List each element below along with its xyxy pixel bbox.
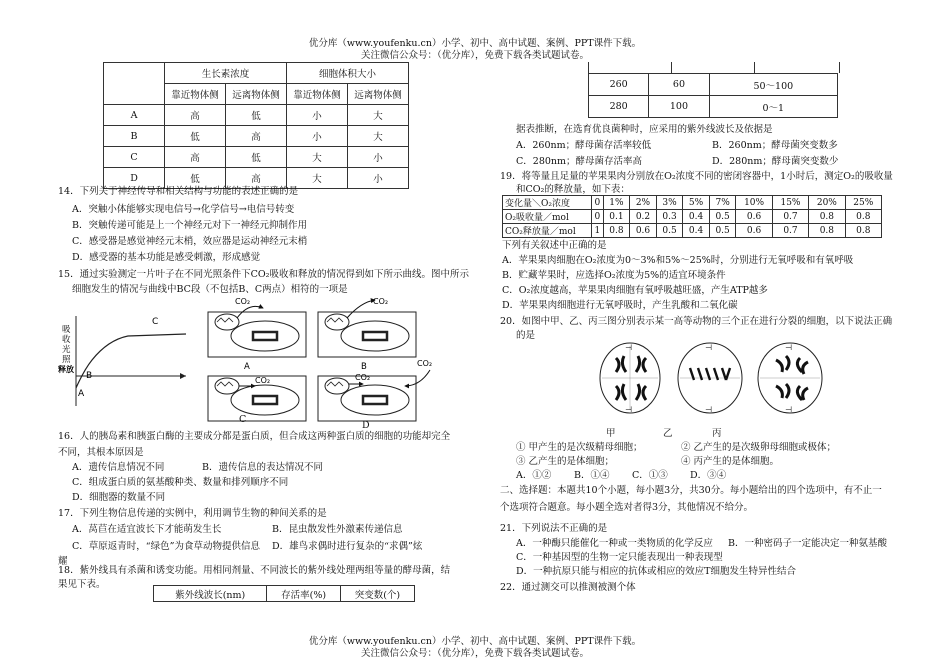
q13-corner-cell xyxy=(104,63,165,105)
q21-option-c: C．一种基因型的生物一定只能表现出一种表现型 xyxy=(516,552,723,563)
q19-cell: 0.8 xyxy=(809,210,845,224)
q20-stmt-1: ① 甲产生的是次级精母细胞； xyxy=(516,442,643,453)
q13-cell: 大 xyxy=(348,126,409,147)
q20-stmts-34 xyxy=(516,456,779,468)
q19-cell: 0.2 xyxy=(630,210,657,224)
q20-stmt-4: ④ 丙产生的是体细胞。 xyxy=(681,456,780,467)
svg-text:⊣: ⊣ xyxy=(705,343,712,352)
q18-cell: 100 xyxy=(649,96,709,118)
q13-sub-header: 远离物体侧 xyxy=(226,84,287,105)
q18-cell: 280 xyxy=(589,96,649,118)
q13-sub-header: 远离物体侧 xyxy=(348,84,409,105)
q19-cell: 0.6 xyxy=(736,224,772,238)
q20-option-c: C．①③ xyxy=(632,470,668,481)
q19-option-a: A．苹果果肉细胞在O₂浓度为0～3%和5%～25%时，分别进行无氧呼吸和有氧呼吸 xyxy=(502,255,854,266)
q14-option-d: D．感受器的基本功能是感受刺激，形成感觉 xyxy=(72,252,261,263)
q19-cell: 5% xyxy=(683,196,710,210)
cell-label-jia: 甲 xyxy=(606,428,616,439)
q19-stem-line-1: 19．将等量且足量的苹果果肉分别放在O₂浓度不同的密闭容器中，1小时后，测定O₂的吸收量 xyxy=(500,171,893,182)
graph-ylabel-char: 照 xyxy=(62,355,71,365)
table-row xyxy=(104,105,409,126)
q19-cell: 2% xyxy=(630,196,657,210)
q19-cell: 1% xyxy=(603,196,630,210)
q19-cell: 0.5 xyxy=(656,224,683,238)
q15-panel-b xyxy=(318,297,416,372)
q13-cell: 小 xyxy=(287,126,348,147)
q13-row-label: A xyxy=(104,105,165,126)
q13-table xyxy=(103,62,409,189)
q20-stmt-2: ② 乙产生的是次级卵母细胞或极体； xyxy=(681,442,837,453)
q19-cell: 3% xyxy=(656,196,683,210)
q19-row-label: CO₂释放量／mol xyxy=(503,224,592,238)
cell-label-bing: 丙 xyxy=(712,428,722,439)
table-row xyxy=(104,126,409,147)
section2-line-2: 个选项符合题意。每小题全选对者得3分，其他情况不给分。 xyxy=(500,502,754,513)
q13-cell: 低 xyxy=(226,105,287,126)
q15-stem-line-2: 细胞发生的情况与曲线中BC段（不包括B、C两点）相符的一项是 xyxy=(72,284,348,295)
q18-option-a: A．260nm；酵母菌存活率较低 xyxy=(516,140,652,151)
q13-row-label: D xyxy=(104,168,165,189)
q16-options-ab xyxy=(72,462,323,474)
section2-line-1: 二、选择题：本题共10个小题，每小题3分，共30分。每小题给出的四个选项中，有不止一 xyxy=(500,485,882,496)
q18-cell: 0～1 xyxy=(709,96,837,118)
footer-line-2: 关注微信公众号：（优分库），免费下载各类试题试卷。 xyxy=(360,648,589,659)
q19-cell: 0.4 xyxy=(683,210,710,224)
q19-cell: 0.1 xyxy=(603,210,630,224)
q15-light-curve-graph xyxy=(58,308,190,412)
table-row xyxy=(104,147,409,168)
graph-ylabel-char: 吸 xyxy=(62,325,71,335)
q19-row-label: O₂吸收量／mol xyxy=(503,210,592,224)
q20-options xyxy=(516,470,726,482)
q19-cell: 0.3 xyxy=(656,210,683,224)
svg-text:⊣: ⊣ xyxy=(625,405,632,414)
q20-option-b: B．①④ xyxy=(574,470,610,481)
q17-wrap: 耀 xyxy=(58,556,68,567)
q18-table-top-edge xyxy=(588,62,840,73)
q19-cell: 25% xyxy=(845,196,881,210)
q13-cell: 大 xyxy=(348,105,409,126)
q16-option-c: C．组成蛋白质的氨基酸种类、数量和排列顺序不同 xyxy=(72,477,289,488)
q18-table-header: 存活率(%) xyxy=(267,586,340,602)
q14-stem: 14．下列关于神经传导和相关结构与功能的表述正确的是 xyxy=(58,186,299,197)
q18-table-header: 紫外线波长(nm) xyxy=(154,586,267,602)
q19-option-b: B．贮藏苹果时，应选择O₂浓度为5%的适宜环境条件 xyxy=(502,270,726,281)
q19-cell: 0.4 xyxy=(683,224,710,238)
table-row xyxy=(503,196,882,210)
q19-cell: 0.7 xyxy=(772,210,808,224)
q21-option-b: B．一种密码子一定能决定一种氨基酸 xyxy=(728,538,887,549)
graph-ylabel-char: 释放 xyxy=(58,365,74,374)
q17-option-b: B．昆虫散发性外激素传递信息 xyxy=(272,524,403,535)
q13-cell: 高 xyxy=(165,147,226,168)
q18-cell: 260 xyxy=(589,74,649,96)
q19-table xyxy=(502,195,882,238)
q21-stem: 21．下列说法不正确的是 xyxy=(500,523,608,534)
q13-cell: 低 xyxy=(165,168,226,189)
panel-label-d: D xyxy=(362,420,370,431)
q18-table-divider xyxy=(754,62,755,73)
q18-option-b: B．260nm；酵母菌突变数多 xyxy=(712,140,838,151)
graph-ylabel-char: 光 xyxy=(62,345,71,355)
q14-option-a: A．突触小体能够实现电信号→化学信号→电信号转变 xyxy=(72,204,295,215)
q20-cell-division-figure xyxy=(590,340,840,420)
q19-cell: 0.5 xyxy=(709,210,736,224)
q19-stem-line-2: 和CO₂的释放量，如下表： xyxy=(516,184,630,195)
q18-table-continued xyxy=(588,73,838,118)
footer-line-1: 优分库（www.youfenku.cn）小学、初中、高中试题、案例、PPT课件下载。 xyxy=(308,636,642,647)
q13-cell: 高 xyxy=(165,105,226,126)
q19-cell: 20% xyxy=(809,196,845,210)
q15-stem-line-1: 15．通过实验测定一片叶子在不同光照条件下CO₂吸收和释放的情况得到如下所示曲线。图中所示 xyxy=(58,269,469,280)
q15-panel-c xyxy=(208,376,306,421)
q13-sub-header: 靠近物体侧 xyxy=(165,84,226,105)
panel-label-a: A xyxy=(244,362,250,372)
q20-option-a: A．①② xyxy=(516,470,552,481)
q20-stem-line-1: 20．如图中甲、乙、丙三图分别表示某一高等动物的三个正在进行分裂的细胞，以下说法正确 xyxy=(500,316,893,327)
q18-table xyxy=(153,585,415,602)
q15-panel-a xyxy=(208,297,306,372)
q18-stem-line-2: 果见下表。 xyxy=(58,579,106,590)
q19-option-c: C．O₂浓度越高，苹果果肉细胞有氧呼吸越旺盛，产生ATP越多 xyxy=(502,285,768,296)
graph-point-a: A xyxy=(78,389,85,399)
q19-after: 下列有关叙述中正确的是 xyxy=(502,240,607,251)
q19-cell: 0.8 xyxy=(603,224,630,238)
table-row xyxy=(503,224,882,238)
q19-cell: 0.8 xyxy=(809,224,845,238)
q19-cell: 7% xyxy=(709,196,736,210)
q16-option-a: A．遗传信息情况不同 xyxy=(72,462,165,473)
q13-row-label: B xyxy=(104,126,165,147)
q21-option-d: D．一种抗原只能与相应的抗体或相应的效应T细胞发生特异性结合 xyxy=(516,566,796,577)
co2-label: CO₂ xyxy=(373,297,389,306)
cell-yi xyxy=(678,343,742,414)
q20-stmt-3: ③ 乙产生的是体细胞； xyxy=(516,456,615,467)
q13-cell: 小 xyxy=(348,168,409,189)
q18-option-c: C．280nm；酵母菌存活率高 xyxy=(516,156,643,167)
table-row xyxy=(503,210,882,224)
q19-cell: 0.6 xyxy=(630,224,657,238)
q14-option-c: C．感受器是感觉神经元末梢，效应器是运动神经元末梢 xyxy=(72,236,308,247)
q19-cell: 1 xyxy=(592,224,604,238)
q16-stem-line-1: 16．人的胰岛素和胰蛋白酶的主要成分都是蛋白质，但合成这两种蛋白质的细胞的功能却完全 xyxy=(58,431,451,442)
q15-cell-panels xyxy=(205,290,450,425)
table-row xyxy=(589,96,838,118)
cell-bing xyxy=(758,343,822,414)
q13-cell: 大 xyxy=(287,147,348,168)
svg-text:⊣: ⊣ xyxy=(705,405,712,414)
q15-panel-d xyxy=(318,359,432,421)
q17-option-c: C．草原返青时，“绿色”为食草动物提供信息 xyxy=(72,541,260,552)
q19-row-label: 变化量＼O₂浓度 xyxy=(503,196,592,210)
svg-text:⊣: ⊣ xyxy=(785,343,792,352)
q18-options-ab xyxy=(516,140,838,152)
q16-option-d: D．细胞器的数量不同 xyxy=(72,492,166,503)
q20-option-d: D．③④ xyxy=(690,470,727,481)
q18-stem-line-1: 18．紫外线具有杀菌和诱变功能。用相同剂量、不同波长的紫外线处理两组等量的酵母菌，结 xyxy=(58,565,451,576)
q17-option-d: D．雄鸟求偶时进行复杂的“求偶”炫 xyxy=(272,541,423,552)
q18-options-cd xyxy=(516,156,838,168)
q19-cell: 0.7 xyxy=(772,224,808,238)
q18-table-divider xyxy=(671,62,672,73)
co2-label: CO₂ xyxy=(235,297,251,306)
cell-jia xyxy=(600,343,660,414)
q16-stem-line-2: 不同，其根本原因是 xyxy=(58,447,144,458)
q13-cell: 高 xyxy=(226,126,287,147)
header-line-1: 优分库（www.youfenku.cn）小学、初中、高中试题、案例、PPT课件下载。 xyxy=(308,38,642,49)
co2-label: CO₂ xyxy=(255,376,271,385)
q14-option-b: B．突触传递可能是上一个神经元对下一神经元抑制作用 xyxy=(72,220,307,231)
co2-label: CO₂ xyxy=(355,373,371,382)
q18-cell: 50～100 xyxy=(709,74,837,96)
q13-cell: 低 xyxy=(165,126,226,147)
q13-cell: 高 xyxy=(226,168,287,189)
q19-cell: 0.5 xyxy=(709,224,736,238)
q19-cell: 15% xyxy=(772,196,808,210)
q13-cell: 大 xyxy=(287,168,348,189)
q16-option-b: B．遗传信息的表达情况不同 xyxy=(202,462,323,473)
q21-option-a: A．一种酶只能催化一种或一类物质的化学反应 xyxy=(516,538,713,549)
q17-option-a: A．莴苣在适宜波长下才能萌发生长 xyxy=(72,524,222,535)
q18-after: 据表推断，在选育优良菌种时，应采用的紫外线波长及依据是 xyxy=(516,124,773,135)
graph-point-b: B xyxy=(86,371,93,381)
svg-text:⊣: ⊣ xyxy=(785,405,792,414)
cell-label-yi: 乙 xyxy=(663,428,673,439)
graph-ylabel-char: 收 xyxy=(62,335,71,345)
q22-stem: 22．通过测交可以推测被测个体 xyxy=(500,582,636,593)
q13-sub-header: 靠近物体侧 xyxy=(287,84,348,105)
q18-option-d: D．280nm；酵母菌突变数少 xyxy=(712,156,839,167)
q19-cell: 10% xyxy=(736,196,772,210)
q20-stem-line-2: 的是 xyxy=(516,330,536,341)
svg-text:⊣: ⊣ xyxy=(625,343,632,352)
q13-group-header: 细胞体积大小 xyxy=(287,63,409,84)
q13-cell: 小 xyxy=(287,105,348,126)
q13-cell: 小 xyxy=(348,147,409,168)
q19-option-d: D．苹果果肉细胞进行无氧呼吸时，产生乳酸和二氧化碳 xyxy=(502,300,738,311)
q19-cell: 0.8 xyxy=(845,224,881,238)
q20-stmts-12 xyxy=(516,442,836,454)
table-row xyxy=(589,74,838,96)
q19-cell: 0 xyxy=(592,210,604,224)
q19-cell: 0.8 xyxy=(845,210,881,224)
q19-cell: 0.6 xyxy=(736,210,772,224)
q13-cell: 低 xyxy=(226,147,287,168)
panel-label-c: C xyxy=(239,414,247,425)
q13-group-header: 生长素浓度 xyxy=(165,63,287,84)
q13-row-label: C xyxy=(104,147,165,168)
co2-label: CO₂ xyxy=(417,359,433,368)
q19-cell: 0 xyxy=(592,196,604,210)
q18-cell: 60 xyxy=(649,74,709,96)
graph-point-c: C xyxy=(152,317,159,327)
q21-options-ab xyxy=(516,538,887,550)
q18-table-header: 突变数(个) xyxy=(340,586,414,602)
panel-label-b: B xyxy=(361,362,367,372)
header-line-2: 关注微信公众号：（优分库），免费下载各类试题试卷。 xyxy=(360,50,589,61)
q17-options-ab xyxy=(72,524,402,536)
q17-options-cd xyxy=(72,541,422,553)
q17-stem: 17．下列生物信息传递的实例中，利用调节生物的种间关系的是 xyxy=(58,508,327,519)
